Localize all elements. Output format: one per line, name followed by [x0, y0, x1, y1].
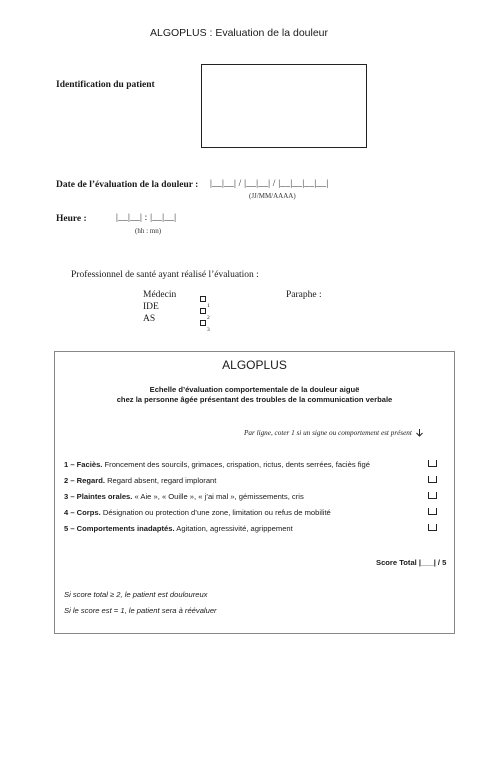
score-note-1: Si score total ≥ 2, le patient est douloureux	[64, 590, 208, 599]
role-ide-checkbox[interactable]: 2	[200, 302, 210, 321]
checkbox-icon	[200, 320, 206, 326]
role-ide-label: IDE	[143, 302, 159, 312]
arrow-down-icon	[416, 429, 423, 437]
score-total[interactable]: Score Total |___| / 5	[376, 558, 447, 567]
signature-label: Paraphe :	[286, 290, 322, 300]
role-as-checkbox[interactable]: 3	[200, 314, 210, 333]
scale-subtitle-1: Echelle d’évaluation comportementale de la douleur aiguë	[149, 385, 360, 394]
scale-item-1: 1 – Faciès. Froncement des sourcils, grimaces, crispation, rictus, dents serrées, faciès figé	[64, 460, 370, 469]
date-hint: (JJ/MM/AAAA)	[249, 192, 296, 200]
page-title: ALGOPLUS : Evaluation de la douleur	[149, 27, 329, 39]
patient-id-box[interactable]	[201, 64, 367, 148]
date-label: Date de l’évaluation de la douleur :	[56, 180, 199, 190]
scale-item-2: 2 – Regard. Regard absent, regard implorant	[64, 476, 217, 485]
score-note-2: Si le score est = 1, le patient sera à réévaluer	[64, 606, 217, 615]
scale-item-2-box[interactable]	[428, 476, 437, 483]
scale-item-3: 3 – Plaintes orales. « Aie », « Ouille », « j’ai mal », gémissements, cris	[64, 492, 304, 501]
scale-item-4: 4 – Corps. Désignation ou protection d’une zone, limitation ou refus de mobilité	[64, 508, 331, 517]
role-medecin-label: Médecin	[143, 290, 177, 300]
professional-label: Professionnel de santé ayant réalisé l’évaluation :	[71, 270, 259, 280]
role-medecin-checkbox[interactable]: 1	[200, 290, 210, 309]
scale-item-1-box[interactable]	[428, 460, 437, 467]
date-field[interactable]: |__|__| / |__|__| / |__|__|__|__|	[210, 179, 329, 189]
patient-id-label: Identification du patient	[56, 80, 155, 90]
scale-item-5: 5 – Comportements inadaptés. Agitation, agressivité, agrippement	[64, 524, 293, 533]
scale-subtitle-2: chez la personne âgée présentant des troubles de la communication verbale	[116, 395, 393, 404]
role-as-label: AS	[143, 314, 156, 324]
scale-item-4-box[interactable]	[428, 508, 437, 515]
scale-instruction: Par ligne, coter 1 si un signe ou comportement est présent	[244, 429, 423, 437]
time-field[interactable]: |__|__| : |__|__|	[116, 213, 177, 223]
time-label: Heure :	[56, 214, 87, 224]
scale-item-3-box[interactable]	[428, 492, 437, 499]
scale-item-5-box[interactable]	[428, 524, 437, 531]
time-hint: (hh : mn)	[135, 227, 162, 235]
scale-title: ALGOPLUS	[222, 358, 287, 372]
